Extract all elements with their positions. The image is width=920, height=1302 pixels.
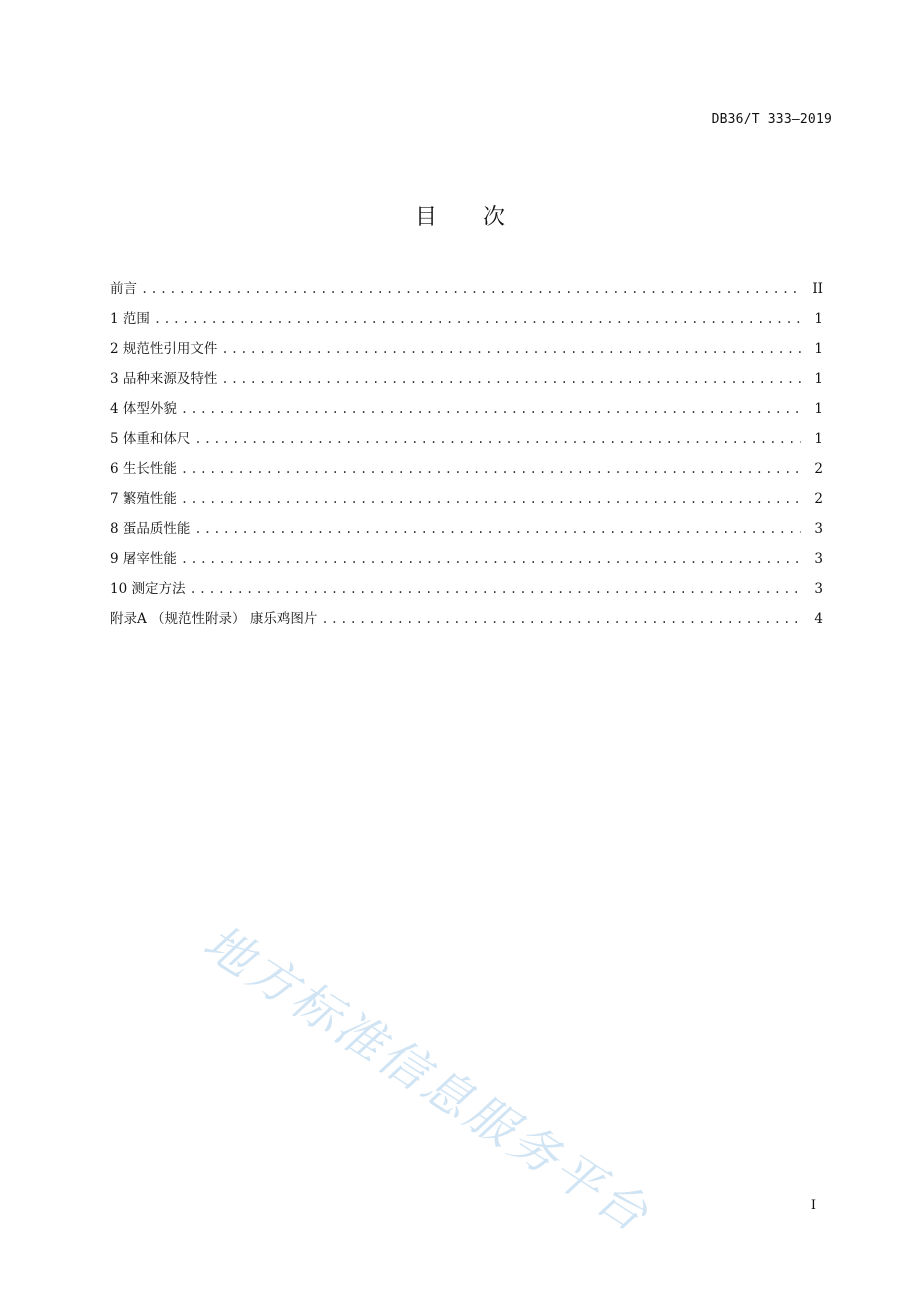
toc-entry-label: 10 测定方法 — [110, 581, 186, 597]
toc-leader-dots — [181, 488, 801, 510]
toc-entry-scope[interactable] — [110, 308, 823, 338]
toc-leader-dots — [194, 518, 801, 540]
page-number: I — [810, 1198, 816, 1213]
toc-title: 目次 — [414, 205, 551, 230]
toc-leader-dots — [181, 398, 801, 420]
toc-entry-breed-origin[interactable] — [110, 368, 823, 398]
toc-entry-label: 3 品种来源及特性 — [110, 371, 218, 387]
toc-entry-page: II — [812, 281, 823, 297]
toc-entry-egg-quality[interactable] — [110, 518, 823, 548]
toc-entry-methods[interactable] — [110, 578, 823, 608]
toc-entry-page: 2 — [814, 491, 823, 507]
toc-entry-foreword[interactable] — [110, 278, 823, 308]
toc-list — [110, 278, 823, 638]
toc-entry-slaughter[interactable] — [110, 548, 823, 578]
toc-leader-dots — [189, 578, 801, 600]
toc-entry-appendix-a[interactable] — [110, 608, 823, 638]
toc-entry-page: 1 — [814, 401, 823, 417]
toc-leader-dots — [154, 308, 801, 330]
toc-leader-dots — [181, 458, 801, 480]
toc-leader-dots — [181, 548, 801, 570]
toc-entry-page: 1 — [814, 371, 823, 387]
toc-leader-dots — [221, 338, 801, 360]
toc-entry-page: 3 — [814, 521, 823, 537]
toc-entry-label: 附录A （规范性附录） 康乐鸡图片 — [110, 611, 318, 627]
toc-entry-reproduction[interactable] — [110, 488, 823, 518]
toc-leader-dots — [321, 608, 801, 630]
toc-leader-dots — [141, 278, 801, 300]
toc-entry-page: 1 — [814, 431, 823, 447]
toc-entry-label: 前言 — [110, 281, 137, 297]
toc-entry-label: 9 屠宰性能 — [110, 551, 177, 567]
toc-entry-label: 7 繁殖性能 — [110, 491, 177, 507]
toc-entry-label: 6 生长性能 — [110, 461, 177, 477]
toc-entry-appearance[interactable] — [110, 398, 823, 428]
toc-entry-label: 4 体型外貌 — [110, 401, 177, 417]
toc-entry-weight-size[interactable] — [110, 428, 823, 458]
toc-entry-page: 4 — [814, 611, 823, 627]
toc-entry-page: 3 — [814, 581, 823, 597]
toc-entry-page: 1 — [814, 341, 823, 357]
toc-leader-dots — [194, 428, 801, 450]
toc-leader-dots — [221, 368, 801, 390]
toc-entry-label: 8 蛋品质性能 — [110, 521, 191, 537]
toc-entry-page: 2 — [814, 461, 823, 477]
toc-entry-label: 2 规范性引用文件 — [110, 341, 218, 357]
toc-entry-page: 1 — [814, 311, 823, 327]
document-code: DB36/T 333—2019 — [711, 112, 832, 127]
toc-entry-page: 3 — [814, 551, 823, 567]
toc-entry-label: 1 范围 — [110, 311, 150, 327]
toc-entry-growth[interactable] — [110, 458, 823, 488]
toc-entry-label: 5 体重和体尺 — [110, 431, 191, 447]
toc-entry-normative-references[interactable] — [110, 338, 823, 368]
watermark: 地方标准信息服务平台 — [193, 914, 661, 1245]
